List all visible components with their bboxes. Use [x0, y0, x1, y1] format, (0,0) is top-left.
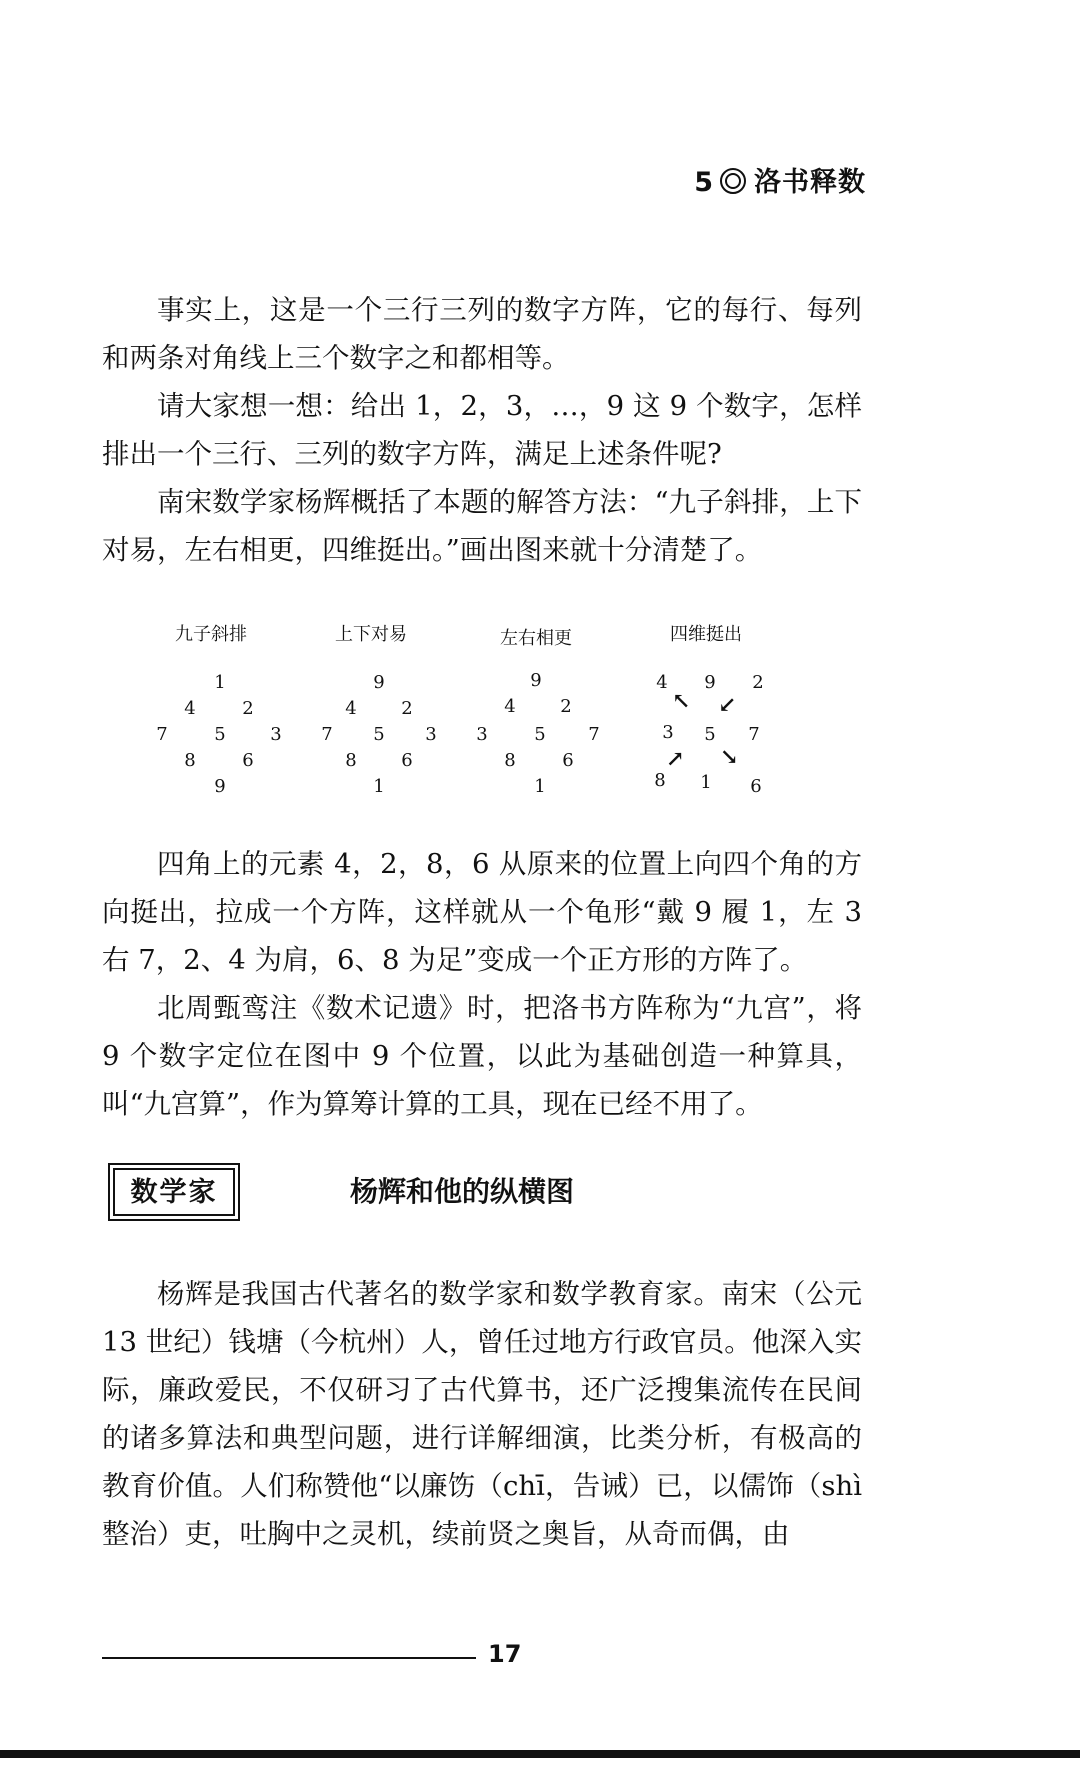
diagram-number: 6 [401, 750, 413, 771]
diagram-number: 4 [504, 696, 516, 717]
diagram-number: 7 [588, 724, 600, 745]
diagram-number: 8 [504, 750, 516, 771]
diagram-step-2 [321, 620, 495, 800]
diagram-number: 6 [750, 776, 762, 797]
diagram-number: 3 [662, 722, 674, 743]
paragraph-4: 四角上的元素 4，2，8，6 从原来的位置上向四个角的方向挺出，拉成一个方阵，这样就从一个龟形“戴 9 履 1，左 3 右 7，2、4 为肩，6、8 为足”变成一个正方形的方阵了。 [102, 848, 862, 976]
section-title: 杨辉和他的纵横图 [350, 1175, 575, 1208]
diagram-number: 5 [214, 724, 226, 745]
diagram-step-3 [476, 620, 650, 800]
diagram-number: 9 [373, 672, 385, 693]
paragraph-1: 事实上，这是一个三行三列的数字方阵，它的每行、每列和两条对角线上三个数字之和都相等。 [102, 294, 862, 374]
diagram-number: 7 [321, 724, 333, 745]
diagram-step-1 [150, 620, 320, 800]
diagram-number: 1 [534, 776, 546, 797]
diagram-step-4 [650, 620, 820, 800]
arrow-icon: ↗ [666, 746, 685, 772]
diagram-number: 3 [425, 724, 437, 745]
step-title: 上下对易 [335, 624, 407, 645]
diagram-number: 9 [530, 670, 542, 691]
diagram-number: 9 [704, 672, 716, 693]
chapter-number: 5 [694, 167, 714, 198]
diagram-number: 5 [373, 724, 385, 745]
arrow-icon: ↖ [672, 688, 691, 714]
diagram-number: 2 [560, 696, 572, 717]
bottom-border [0, 1750, 1080, 1758]
diagram-number: 1 [700, 772, 712, 793]
diagram-number: 1 [214, 672, 226, 693]
diagram-number: 8 [654, 770, 666, 791]
diagram-number: 7 [748, 724, 760, 745]
diagram-number: 6 [242, 750, 254, 771]
diagram-number: 1 [373, 776, 385, 797]
diagram-number: 2 [752, 672, 764, 693]
diagram-number: 7 [156, 724, 168, 745]
diagram-number: 8 [345, 750, 357, 771]
diagram-number: 8 [184, 750, 196, 771]
step-title: 左右相更 [500, 628, 572, 649]
diagram-number: 2 [401, 698, 413, 719]
paragraph-5: 北周甄鸾注《数术记遗》时，把洛书方阵称为“九宫”，将 9 个数字定位在图中 9 个位置，以此为基础创造一种算具，叫“九宫算”，作为算筹计算的工具，现在已经不用了。 [102, 992, 862, 1120]
step-title: 九子斜排 [175, 624, 247, 645]
footer-rule [102, 1657, 476, 1659]
diagram-number: 4 [345, 698, 357, 719]
section-label: 数学家 [113, 1168, 235, 1216]
section-paragraph: 杨辉是我国古代著名的数学家和数学教育家。南宋（公元 13 世纪）钱塘（今杭州）人，曾任过地方行政官员。他深入实际，廉政爱民，不仅研习了古代算书，还广泛搜集流传在民间的诸多算法和典型问题，进行详解细演，比类分析，有极高的教育价值。人们称赞他“以廉饬（chī，告诫）已，以儒饰（shì 整治）吏，吐胸中之灵机，续前贤之奥旨，从奇而偶，由 [102, 1278, 862, 1550]
diagram-number: 3 [476, 724, 488, 745]
arrow-icon: ↙ [718, 692, 737, 718]
luoshu-diagram [150, 620, 870, 800]
diagram-number: 9 [214, 776, 226, 797]
chapter-title: 洛书释数 [754, 167, 866, 198]
diagram-number: 5 [704, 724, 716, 745]
step-title: 四维挺出 [670, 624, 742, 645]
diagram-number: 4 [184, 698, 196, 719]
page-number: 17 [488, 1640, 522, 1668]
diagram-number: 6 [562, 750, 574, 771]
diagram-number: 3 [270, 724, 282, 745]
paragraph-3: 南宋数学家杨辉概括了本题的解答方法：“九子斜排，上下对易，左右相更，四维挺出。”画出图来就十分清楚了。 [102, 486, 862, 566]
diagram-number: 4 [656, 672, 668, 693]
section-label-box [108, 1163, 240, 1221]
diagram-number: 2 [242, 698, 254, 719]
paragraph-2: 请大家想一想：给出 1，2，3，…，9 这 9 个数字，怎样排出一个三行、三列的数字方阵，满足上述条件呢? [102, 390, 862, 470]
arrow-icon: ↘ [720, 744, 739, 770]
running-header [694, 160, 866, 199]
double-circle-icon [720, 168, 746, 194]
diagram-number: 5 [534, 724, 546, 745]
